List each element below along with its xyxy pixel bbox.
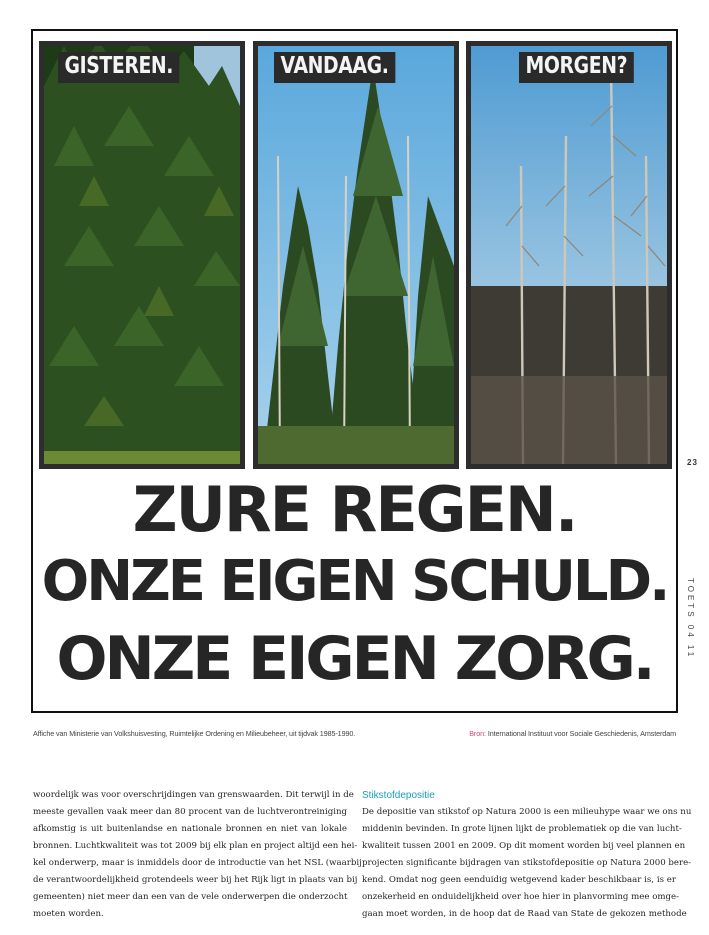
source-text: International Instituut voor Sociale Geschiedenis, Amsterdam [487, 729, 676, 738]
panel-label-tomorrow: MORGEN? [519, 52, 634, 83]
body-line: kel onderwerp, maar is inmiddels door de introductie van het NSL (waarbij [33, 858, 362, 868]
body-line: gemeenten) niet meer dan een van de vele onderwerpen die onderzocht [33, 892, 348, 902]
body-line: gaan moet worden, in de hoop dat de Raad van State de gekozen methode [362, 909, 687, 919]
body-line: bronnen. Luchtkwaliteit was tot 2009 bij elk plan en project altijd een hei- [33, 841, 358, 851]
headline-line-3: ONZE EIGEN ZORG. [56, 624, 653, 694]
body-line: kend. Omdat nog geen eenduidig wetgevend kader beschikbaar is, is er [362, 875, 676, 885]
poster [31, 29, 678, 713]
body-line: de verantwoordelijkheid grotendeels weer bij het Rijk ligt in plaats van bij [33, 875, 358, 885]
damaged-forest-photo [258, 46, 454, 464]
source-label: Bron: [469, 729, 486, 738]
panel-tomorrow [466, 41, 672, 469]
body-line: middenin bevinden. In grote lijnen lijkt de problematiek op die van lucht- [362, 824, 682, 834]
body-line: projecten significante bijdragen van stikstofdepositie op Natura 2000 bere- [362, 858, 692, 868]
body-line: meeste gevallen vaak meer dan 80 procent van de luchtverontreiniging [33, 807, 347, 817]
body-line: onzekerheid en onduidelijkheid over hoe hier in planvorming mee omge- [362, 892, 680, 902]
body-line: afkomstig is uit buitenlandse en nationale bronnen en niet van lokale [33, 824, 347, 834]
panel-label-today: VANDAAG. [274, 52, 395, 83]
body-line: woordelijk was voor overschrijdingen van grenswaarden. Dit terwijl in de [33, 790, 354, 800]
magazine-issue: TOETS 04 11 [686, 578, 695, 660]
body-column-left [33, 787, 362, 923]
headline-line-2: ONZE EIGEN SCHULD. [41, 549, 668, 614]
headline-line-1: ZURE REGEN. [132, 473, 577, 546]
panel-label-yesterday: GISTEREN. [58, 52, 180, 83]
body-line: moeten worden. [33, 909, 104, 919]
dead-forest-photo [471, 46, 667, 464]
panel-yesterday [39, 41, 245, 469]
body-line: De depositie van stikstof op Natura 2000 is een milieuhype waar we ons nu [362, 807, 692, 817]
page-number: 23 [687, 458, 698, 467]
body-column-right [362, 787, 692, 923]
source-caption [469, 729, 676, 738]
panel-today [253, 41, 459, 469]
body-line: kwaliteit tussen 2001 en 2009. Op dit moment worden bij veel plannen en [362, 841, 686, 851]
poster-caption: Affiche van Ministerie van Volkshuisvesting, Ruimtelijke Ordening en Milieubeheer, uit tijdvak 1985-1990. [33, 729, 356, 738]
dense-forest-photo [44, 46, 240, 464]
section-heading: Stikstofdepositie [362, 790, 435, 801]
